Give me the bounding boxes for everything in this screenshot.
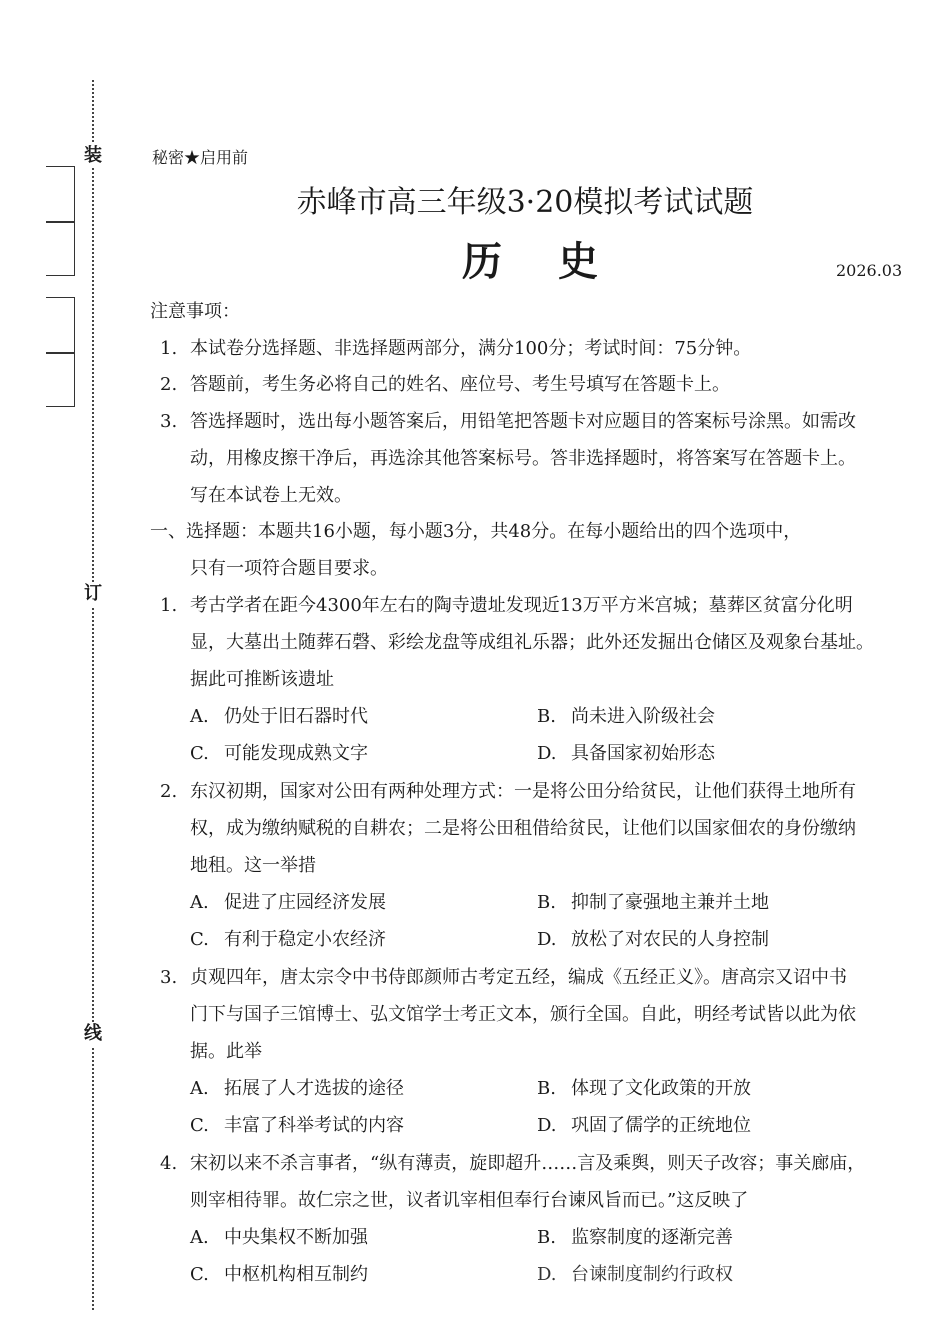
option-b — [537, 1226, 733, 1250]
option-text: 丰富了科举考试的内容 — [224, 1115, 404, 1136]
question-line: 显，大墓出土随葬石磬、彩绘龙盘等成组礼乐器；此外还发掘出仓储区及观象台基址。 — [190, 632, 874, 653]
option-a — [190, 1226, 368, 1250]
option-c — [190, 928, 386, 952]
notice-line: 动，用橡皮擦干净后，再选涂其他答案标号。答非选择题时，将答案写在答题卡上。 — [190, 448, 856, 469]
option-a — [190, 891, 386, 915]
question-line: 权，成为缴纳赋税的自耕农；二是将公田租借给贫民，让他们以国家佃农的身份缴纳 — [190, 818, 856, 839]
notice-heading: 注意事项： — [150, 301, 240, 322]
question-number: 4. — [160, 1153, 178, 1174]
option-letter: A. — [190, 706, 209, 727]
option-text: 尚未进入阶级社会 — [571, 706, 715, 727]
option-text: 仍处于旧石器时代 — [224, 706, 368, 727]
exam-date: 2026.03 — [836, 261, 903, 280]
question-number: 3. — [160, 967, 178, 988]
option-letter: D. — [537, 1115, 557, 1136]
notice-number: 2. — [160, 374, 178, 395]
option-letter: D. — [537, 929, 557, 950]
option-text: 中枢机构相互制约 — [224, 1264, 368, 1285]
option-letter: A. — [190, 1227, 209, 1248]
option-letter: D. — [537, 743, 557, 764]
option-letter: C. — [190, 929, 209, 950]
option-letter: B. — [537, 1227, 556, 1248]
option-letter: A. — [190, 892, 209, 913]
binding-char-xian: 线 — [84, 1023, 102, 1044]
question-line: 地租。这一举措 — [190, 855, 316, 876]
option-text: 监察制度的逐渐完善 — [571, 1227, 733, 1248]
notice-line: 答选择题时，选出每小题答案后，用铅笔把答题卡对应题目的答案标号涂黑。如需改 — [190, 411, 856, 432]
option-letter: B. — [537, 1078, 556, 1099]
exam-title: 赤峰市高三年级3·20模拟考试试题 — [296, 185, 754, 220]
option-text: 抑制了豪强地主兼并土地 — [571, 892, 769, 913]
option-d — [537, 742, 715, 766]
binding-char-zhuang: 装 — [84, 145, 102, 166]
notice-number: 3. — [160, 411, 178, 432]
option-text: 有利于稳定小农经济 — [224, 929, 386, 950]
option-b — [537, 1077, 751, 1101]
option-text: 放松了对农民的人身控制 — [571, 929, 769, 950]
question-line: 据。此举 — [190, 1041, 262, 1062]
question-number: 1. — [160, 595, 178, 616]
option-text: 体现了文化政策的开放 — [571, 1078, 751, 1099]
info-box — [46, 353, 75, 407]
notice-number: 1. — [160, 338, 178, 359]
question-line: 据此可推断该遗址 — [190, 669, 334, 690]
question-line: 考古学者在距今4300年左右的陶寺遗址发现近13万平方米宫城；墓葬区贫富分化明 — [190, 595, 853, 616]
notice-line: 写在本试卷上无效。 — [190, 485, 352, 506]
option-letter: B. — [537, 892, 556, 913]
option-letter: D. — [537, 1264, 557, 1285]
option-c — [190, 1114, 404, 1138]
question-number: 2. — [160, 781, 178, 802]
option-text: 促进了庄园经济发展 — [224, 892, 386, 913]
option-a — [190, 1077, 404, 1101]
option-letter: C. — [190, 743, 209, 764]
option-text: 拓展了人才选拔的途径 — [224, 1078, 404, 1099]
option-letter: B. — [537, 706, 556, 727]
question-line: 则宰相待罪。故仁宗之世，议者讥宰相但奉行台谏风旨而已。”这反映了 — [190, 1190, 749, 1211]
option-text: 中央集权不断加强 — [224, 1227, 368, 1248]
option-a — [190, 705, 368, 729]
option-c — [190, 1263, 368, 1287]
option-c — [190, 742, 368, 766]
notice-line: 答题前，考生务必将自己的姓名、座位号、考生号填写在答题卡上。 — [190, 374, 730, 395]
option-letter: C. — [190, 1115, 209, 1136]
question-line: 宋初以来不杀言事者，“纵有薄责，旋即超升……言及乘舆，则天子改容；事关廊庙， — [190, 1153, 866, 1174]
option-d — [537, 928, 769, 952]
option-b — [537, 705, 715, 729]
option-text: 具备国家初始形态 — [571, 743, 715, 764]
option-text: 台谏制度制约行政权 — [571, 1264, 733, 1285]
section-heading: 一、选择题：本题共16小题，每小题3分，共48分。在每小题给出的四个选项中， — [150, 521, 802, 542]
question-line: 门下与国子三馆博士、弘文馆学士考正文本，颁行全国。自此，明经考试皆以此为依 — [190, 1004, 856, 1025]
binding-char-ding: 订 — [84, 583, 102, 604]
option-text: 可能发现成熟文字 — [224, 743, 368, 764]
option-letter: C. — [190, 1264, 209, 1285]
option-d — [537, 1114, 751, 1138]
info-box — [46, 297, 75, 353]
notice-line: 本试卷分选择题、非选择题两部分，满分100分；考试时间：75分钟。 — [190, 338, 752, 359]
section-heading-cont: 只有一项符合题目要求。 — [190, 558, 388, 579]
option-b — [537, 891, 769, 915]
option-text: 巩固了儒学的正统地位 — [571, 1115, 751, 1136]
option-d — [537, 1263, 733, 1287]
subject-title: 历史 — [462, 238, 654, 285]
secret-label: 秘密★启用前 — [152, 148, 249, 167]
option-letter: A. — [190, 1078, 209, 1099]
binding-dotted-line — [92, 80, 94, 1310]
question-line: 贞观四年，唐太宗令中书侍郎颜师古考定五经，编成《五经正义》。唐高宗又诏中书 — [190, 967, 847, 988]
info-box — [46, 222, 75, 276]
question-line: 东汉初期，国家对公田有两种处理方式：一是将公田分给贫民，让他们获得土地所有 — [190, 781, 856, 802]
